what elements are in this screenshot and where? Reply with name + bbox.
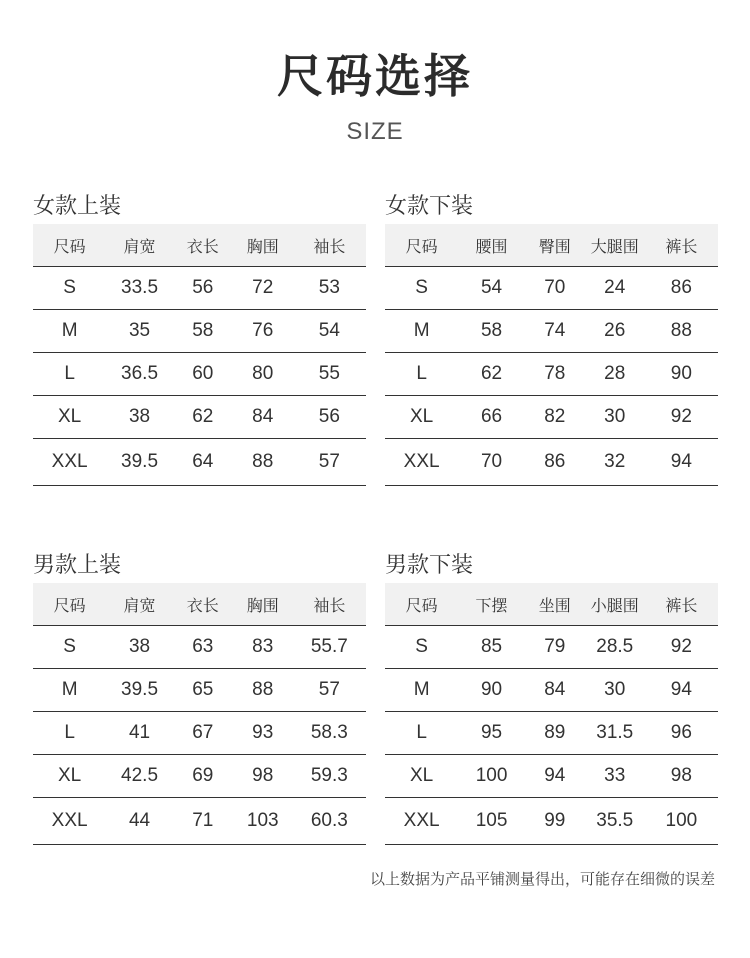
column-header: 坐围	[525, 583, 585, 626]
measure-cell: 30	[585, 669, 645, 712]
table-row	[33, 798, 366, 845]
size-cell: M	[385, 669, 458, 712]
size-cell: XXL	[33, 439, 106, 486]
table-row	[33, 626, 366, 669]
measure-cell: 54	[293, 310, 366, 353]
size-cell: XXL	[385, 798, 458, 845]
measure-cell: 24	[585, 267, 645, 310]
measure-cell: 63	[173, 626, 233, 669]
measure-cell: 88	[233, 439, 293, 486]
measure-cell: 59.3	[293, 755, 366, 798]
men-top-size-block	[33, 551, 366, 845]
size-cell: S	[385, 626, 458, 669]
size-table	[385, 224, 718, 486]
measure-cell: 64	[173, 439, 233, 486]
measure-cell: 66	[458, 396, 525, 439]
column-header: 尺码	[385, 224, 458, 267]
measure-cell: 90	[458, 669, 525, 712]
table-header-row	[33, 224, 366, 267]
table-row	[385, 626, 718, 669]
measure-cell: 72	[233, 267, 293, 310]
measure-cell: 33	[585, 755, 645, 798]
measure-cell: 82	[525, 396, 585, 439]
size-cell: M	[385, 310, 458, 353]
measure-cell: 58.3	[293, 712, 366, 755]
measure-cell: 53	[293, 267, 366, 310]
measure-cell: 94	[525, 755, 585, 798]
size-cell: M	[33, 310, 106, 353]
measure-cell: 39.5	[106, 669, 173, 712]
measure-cell: 60.3	[293, 798, 366, 845]
measure-cell: 103	[233, 798, 293, 845]
women-bottom-size-block	[385, 192, 718, 486]
size-cell: S	[33, 267, 106, 310]
measure-cell: 65	[173, 669, 233, 712]
table-row	[385, 755, 718, 798]
size-cell: S	[385, 267, 458, 310]
column-header: 裤长	[645, 583, 718, 626]
column-header: 尺码	[33, 224, 106, 267]
measure-cell: 55	[293, 353, 366, 396]
column-header: 袖长	[293, 224, 366, 267]
column-header: 尺码	[385, 583, 458, 626]
table-row	[33, 310, 366, 353]
column-header: 尺码	[33, 583, 106, 626]
size-cell: XL	[33, 755, 106, 798]
measure-cell: 70	[458, 439, 525, 486]
measure-cell: 58	[458, 310, 525, 353]
table-row	[33, 396, 366, 439]
table-row	[385, 353, 718, 396]
measure-cell: 98	[645, 755, 718, 798]
column-header: 小腿围	[585, 583, 645, 626]
measure-cell: 28	[585, 353, 645, 396]
measure-cell: 84	[525, 669, 585, 712]
size-cell: M	[33, 669, 106, 712]
measure-cell: 58	[173, 310, 233, 353]
measure-cell: 57	[293, 439, 366, 486]
measure-cell: 84	[233, 396, 293, 439]
measure-cell: 93	[233, 712, 293, 755]
table-title: 女款上装	[33, 194, 122, 219]
table-row	[385, 396, 718, 439]
measure-cell: 96	[645, 712, 718, 755]
measure-cell: 100	[458, 755, 525, 798]
column-header: 衣长	[173, 583, 233, 626]
table-row	[33, 267, 366, 310]
column-header: 下摆	[458, 583, 525, 626]
size-table	[33, 224, 366, 486]
measure-cell: 85	[458, 626, 525, 669]
table-title: 男款上装	[33, 553, 122, 578]
measure-cell: 89	[525, 712, 585, 755]
size-cell: L	[33, 353, 106, 396]
measure-cell: 26	[585, 310, 645, 353]
measure-cell: 74	[525, 310, 585, 353]
measure-cell: 71	[173, 798, 233, 845]
measure-cell: 38	[106, 626, 173, 669]
table-header-row	[33, 583, 366, 626]
size-cell: L	[385, 353, 458, 396]
measure-cell: 56	[173, 267, 233, 310]
measurement-footnote: 以上数据为产品平铺测量得出，可能存在细微的误差	[369, 870, 715, 888]
table-row	[385, 798, 718, 845]
measure-cell: 88	[645, 310, 718, 353]
page-title: 尺码选择	[277, 49, 473, 103]
table-row	[33, 755, 366, 798]
measure-cell: 35.5	[585, 798, 645, 845]
column-header: 臀围	[525, 224, 585, 267]
size-cell: S	[33, 626, 106, 669]
measure-cell: 62	[173, 396, 233, 439]
column-header: 袖长	[293, 583, 366, 626]
measure-cell: 99	[525, 798, 585, 845]
table-row	[33, 439, 366, 486]
measure-cell: 42.5	[106, 755, 173, 798]
measure-cell: 94	[645, 669, 718, 712]
size-cell: XL	[33, 396, 106, 439]
column-header: 胸围	[233, 224, 293, 267]
table-title: 男款下装	[385, 553, 474, 578]
measure-cell: 39.5	[106, 439, 173, 486]
table-row	[33, 712, 366, 755]
measure-cell: 70	[525, 267, 585, 310]
women-top-size-block	[33, 192, 366, 486]
measure-cell: 30	[585, 396, 645, 439]
measure-cell: 92	[645, 396, 718, 439]
measure-cell: 41	[106, 712, 173, 755]
measure-cell: 86	[645, 267, 718, 310]
column-header: 肩宽	[106, 583, 173, 626]
measure-cell: 56	[293, 396, 366, 439]
measure-cell: 31.5	[585, 712, 645, 755]
measure-cell: 33.5	[106, 267, 173, 310]
measure-cell: 95	[458, 712, 525, 755]
column-header: 肩宽	[106, 224, 173, 267]
table-header-row	[385, 583, 718, 626]
table-row	[385, 712, 718, 755]
size-table	[385, 583, 718, 845]
page-subtitle: SIZE	[346, 118, 404, 145]
size-table	[33, 583, 366, 845]
measure-cell: 100	[645, 798, 718, 845]
column-header: 胸围	[233, 583, 293, 626]
size-cell: XXL	[385, 439, 458, 486]
column-header: 大腿围	[585, 224, 645, 267]
measure-cell: 62	[458, 353, 525, 396]
column-header: 衣长	[173, 224, 233, 267]
size-cell: XXL	[33, 798, 106, 845]
measure-cell: 54	[458, 267, 525, 310]
measure-cell: 36.5	[106, 353, 173, 396]
measure-cell: 38	[106, 396, 173, 439]
measure-cell: 67	[173, 712, 233, 755]
size-cell: L	[33, 712, 106, 755]
measure-cell: 78	[525, 353, 585, 396]
table-title: 女款下装	[385, 194, 474, 219]
measure-cell: 86	[525, 439, 585, 486]
measure-cell: 32	[585, 439, 645, 486]
measure-cell: 69	[173, 755, 233, 798]
measure-cell: 76	[233, 310, 293, 353]
measure-cell: 94	[645, 439, 718, 486]
table-row	[385, 310, 718, 353]
table-row	[33, 669, 366, 712]
men-bottom-size-block	[385, 551, 718, 845]
measure-cell: 60	[173, 353, 233, 396]
column-header: 裤长	[645, 224, 718, 267]
measure-cell: 88	[233, 669, 293, 712]
table-header-row	[385, 224, 718, 267]
measure-cell: 80	[233, 353, 293, 396]
column-header: 腰围	[458, 224, 525, 267]
size-cell: XL	[385, 755, 458, 798]
measure-cell: 92	[645, 626, 718, 669]
measure-cell: 28.5	[585, 626, 645, 669]
measure-cell: 98	[233, 755, 293, 798]
table-row	[385, 439, 718, 486]
measure-cell: 105	[458, 798, 525, 845]
measure-cell: 83	[233, 626, 293, 669]
measure-cell: 44	[106, 798, 173, 845]
measure-cell: 35	[106, 310, 173, 353]
measure-cell: 57	[293, 669, 366, 712]
size-cell: XL	[385, 396, 458, 439]
measure-cell: 55.7	[293, 626, 366, 669]
table-row	[385, 267, 718, 310]
measure-cell: 90	[645, 353, 718, 396]
measure-cell: 79	[525, 626, 585, 669]
size-cell: L	[385, 712, 458, 755]
table-row	[33, 353, 366, 396]
table-row	[385, 669, 718, 712]
